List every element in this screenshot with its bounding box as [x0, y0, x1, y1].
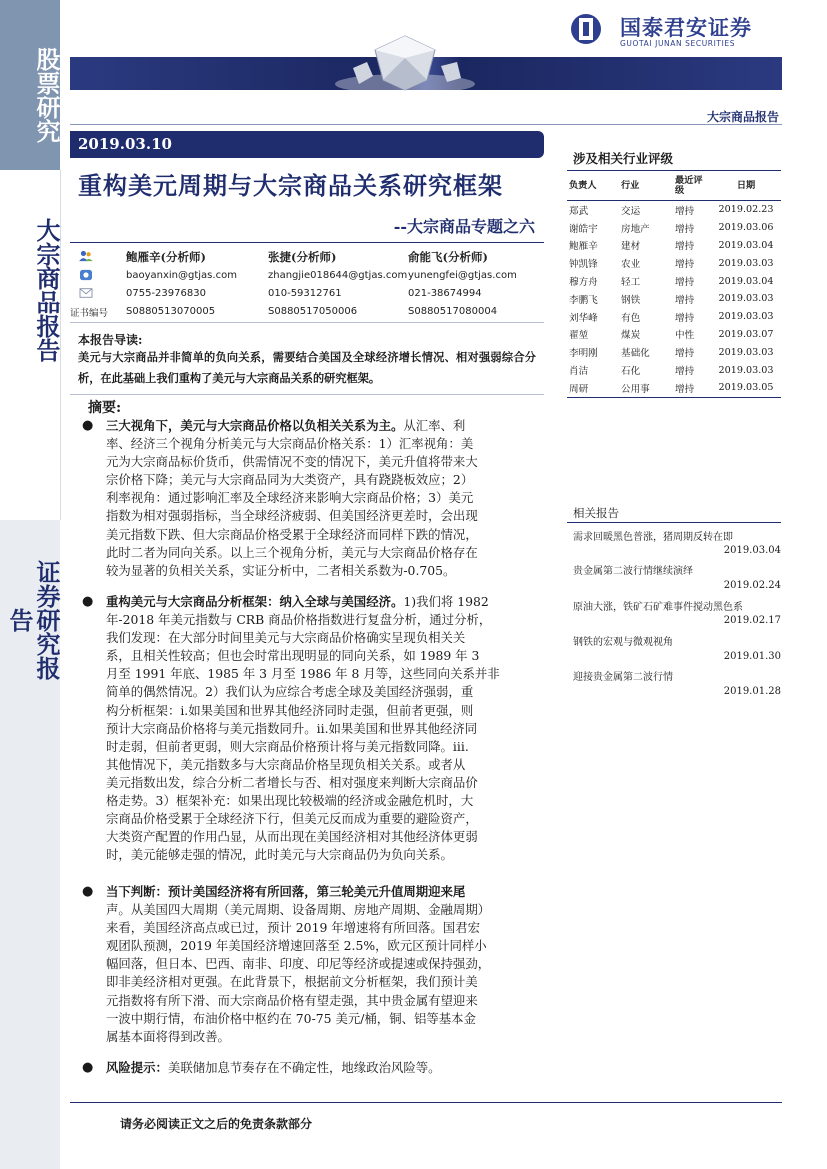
cell-rating: 增持	[675, 312, 695, 324]
guide-divider	[70, 394, 544, 395]
cell-industry: 房地产	[621, 223, 650, 235]
table-row	[567, 379, 781, 397]
guide-heading: 本报告导读:	[78, 333, 143, 347]
bullet-3-line: 声。从美国四大周期（美元周期、设备周期、房地产周期、金融周期）	[106, 902, 491, 918]
abstract-bullet-2	[106, 593, 538, 864]
analyst-1-name: 鲍雁辛(分析师)	[126, 250, 206, 264]
sidebar-bottom-label: 证券研究报告	[5, 560, 61, 680]
bullet-3-line: 观团队预测，2019 年美国经济增速回落至 2.5%，欧元区预计同样小	[106, 938, 487, 954]
cell-analyst: 鲍雁辛	[569, 241, 598, 253]
bullet-2-line: 系，且相关性较高；但也会时常出现明显的同向关系，如 1989 年 3	[106, 648, 480, 664]
cell-rating: 增持	[675, 223, 695, 235]
analyst-1-phone: 0755-23976830	[126, 288, 206, 299]
guide-text: 美元与大宗商品并非简单的负向关系，需要结合美国及全球经济增长情况、相对强弱综合分析，在此基础上我们重构了美元与大宗商品关系的研究框架。	[78, 350, 536, 385]
bullet-3-line: 属基本面将得到改善。	[106, 1028, 230, 1044]
industry-table-title: 涉及相关行业评级	[573, 151, 674, 166]
cell-analyst: 翟堃	[569, 330, 589, 342]
bullet-4-lead: 风险提示：	[106, 1060, 168, 1075]
bullet-3-line: 来看，美国经济高点或已过，预计 2019 年增速将有所回落。国君宏	[106, 920, 480, 936]
report-category: 大宗商品报告	[706, 110, 779, 124]
bullet-2-line: 其他情况下，美元指数多与大宗商品价格呈现负相关关系。或者从	[106, 756, 466, 772]
bullet-3-lead: 当下判断：预计美国经济将有所回落，第三轮美元升值周期迎来尾	[106, 884, 466, 899]
col-header-date: 日期	[711, 171, 781, 201]
cell-analyst: 钟凯锋	[569, 259, 598, 271]
table-row	[567, 308, 781, 326]
cell-analyst: 肖洁	[569, 366, 589, 378]
cell-industry: 煤炭	[621, 330, 641, 342]
analyst-3-name: 俞能飞(分析师)	[408, 250, 488, 264]
table-row	[567, 290, 781, 308]
related-divider	[567, 522, 781, 523]
cell-rating: 增持	[673, 379, 711, 397]
bullet-2-line: 时走弱，但前者更弱，则大宗商品价格预计将与美元指数同降。iii.	[106, 738, 469, 754]
cell-date: 2019.03.04	[718, 275, 774, 287]
related-report-title[interactable]: 原油大涨，铁矿石矿难事件搅动黑色系	[573, 602, 743, 613]
report-date: 2019.03.10	[78, 135, 172, 153]
cell-industry: 交运	[621, 205, 641, 217]
bullet-2-line: 宗商品价格受累于全球经济下行，但美元反而成为重要的避险资产，	[106, 811, 478, 827]
analyst-2-cert: S0880517050006	[268, 306, 358, 317]
cell-rating: 增持	[675, 277, 695, 289]
bullet-3-line: 即非美经济相对更强。在此背景下，根据前文分析框架，我们预计美	[106, 974, 478, 990]
bullet-1-line: 美元指数下跌、但大宗商品价格受累于全球经济而同样下跌的情况，	[106, 526, 478, 542]
bullet-1-lead: 三大视角下，美元与大宗商品价格以负相关关系为主。	[106, 418, 404, 433]
bullet-1-line: 宗价格下降；美元与大宗商品同为大类资产，具有跷跷板效应；2）	[106, 472, 474, 488]
col-header-analyst: 负责人	[567, 171, 619, 201]
related-reports-title: 相关报告	[573, 506, 619, 520]
bullet-1-line: 元为大宗商品标价货币，供需情况不变的情况下，美元升值将带来大	[106, 454, 478, 470]
company-logo-subtext: GUOTAI JUNAN SECURITIES	[620, 39, 736, 48]
cell-date: 2019.02.23	[718, 204, 774, 216]
abstract-bullet-4	[106, 1059, 538, 1077]
footer-disclaimer: 请务必阅读正文之后的免责条款部分	[120, 1117, 313, 1131]
bullet-marker: ●	[82, 884, 94, 899]
cell-analyst: 李鹏飞	[569, 294, 598, 306]
bullet-marker: ●	[82, 418, 94, 433]
analyst-divider	[70, 322, 544, 323]
analyst-3-cert: S0880517080004	[408, 306, 498, 317]
cell-industry: 农业	[621, 259, 641, 271]
company-logo-icon	[562, 12, 610, 46]
bullet-2-line: 格走势。3）框架补充：如果出现比较极端的经济或金融危机时，大	[106, 793, 474, 809]
table-row	[567, 201, 781, 219]
bullet-4-line: 美联储加息节奏存在不确定性，地缘政治风险等。	[167, 1060, 441, 1075]
bullet-2-line: 构分析框架：i.如果美国和世界其他经济同时走强，但前者更强，则	[106, 702, 474, 718]
related-report-date: 2019.01.30	[723, 651, 781, 662]
analyst-2-email[interactable]: zhangjie018644@gtjas.com	[268, 270, 408, 281]
cell-rating: 增持	[675, 205, 695, 217]
bullet-2-lead: 重构美元与大宗商品分析框架：纳入全球与美国经济。	[106, 594, 404, 609]
cell-rating: 增持	[675, 259, 695, 271]
bullet-2-line: 1)我们将 1982	[403, 594, 489, 609]
table-row	[567, 361, 781, 379]
table-row	[567, 272, 781, 290]
cell-industry: 基础化	[621, 348, 650, 360]
related-report-title[interactable]: 钢铁的宏观与微观视角	[573, 637, 673, 648]
sidebar-top-label: 股票研究	[32, 47, 61, 143]
abstract-bullet-1	[106, 417, 538, 580]
analyst-1-email[interactable]: baoyanxin@gtjas.com	[126, 270, 237, 281]
cell-industry: 钢铁	[621, 294, 641, 306]
analyst-2-phone: 010-59312761	[268, 288, 342, 299]
cell-industry: 公用事	[619, 379, 673, 397]
date-bar	[70, 131, 544, 158]
col-header-industry: 行业	[619, 171, 673, 201]
company-logo-text: 国泰君安证券	[620, 16, 752, 40]
phone-icon	[78, 269, 94, 281]
cell-rating: 增持	[675, 348, 695, 360]
col-header-rating: 最近评级	[673, 171, 711, 201]
industry-rating-table	[567, 170, 781, 398]
analyst-1-cert: S0880513070005	[126, 306, 216, 317]
related-report-date: 2019.01.28	[723, 686, 781, 697]
bullet-1-line: 较为显著的负相关关系，实证分析中，二者相关系数为-0.705。	[106, 562, 456, 578]
cell-date: 2019.03.03	[718, 346, 774, 358]
cell-rating: 增持	[675, 241, 695, 253]
cert-label: 证书编号	[70, 308, 109, 319]
report-subtitle: --大宗商品专题之六	[393, 217, 535, 236]
cell-date: 2019.03.06	[718, 222, 774, 234]
cell-industry: 石化	[621, 366, 641, 378]
bullet-2-line: 简单的偶然情况。2）我们认为应综合考虑全球及美国经济强弱，重	[106, 684, 474, 700]
cell-date: 2019.03.03	[718, 257, 774, 269]
table-row	[567, 326, 781, 344]
cell-rating: 增持	[675, 294, 695, 306]
cell-industry: 有色	[621, 312, 641, 324]
cell-date: 2019.03.03	[718, 293, 774, 305]
cell-analyst: 穆方舟	[569, 277, 598, 289]
related-report-title[interactable]: 迎接贵金属第二波行情	[573, 672, 673, 683]
cell-analyst: 李明刚	[569, 348, 598, 360]
person-icon	[78, 250, 94, 262]
report-title: 重构美元周期与大宗商品关系研究框架	[78, 171, 503, 200]
related-report-date: 2019.02.17	[723, 615, 781, 626]
abstract-bullet-3	[106, 883, 538, 1046]
bullet-3-line: 一波中期行情，布油价格中枢约在 70-75 美元/桶，铜、铝等基本金	[106, 1010, 476, 1026]
bullet-2-line: 时，美元能够走强的情况，此时美元与大宗商品仍为负向关系。	[106, 847, 453, 863]
bullet-1-line: 指数为相对强弱指标，当全球经济疲弱、但美国经济更差时，会出现	[106, 508, 478, 524]
footer-divider	[70, 1102, 782, 1103]
analyst-3-phone: 021-38674994	[408, 288, 482, 299]
bullet-3-line: 幅回落，但日本、巴西、南非、印度、印尼等经济或提速或保持强劲，	[106, 956, 491, 972]
related-report-date: 2019.03.04	[723, 545, 781, 556]
cell-analyst: 谢皓宇	[569, 223, 598, 235]
cell-rating: 中性	[675, 330, 695, 342]
abstract-heading: 摘要:	[88, 400, 122, 416]
sidebar-middle-label: 大宗商品报告	[32, 218, 61, 362]
cell-analyst: 周研	[567, 379, 619, 397]
cell-rating: 增持	[675, 366, 695, 378]
category-divider	[70, 124, 782, 125]
bullet-2-line: 美元指数出发，综合分析二者增长与否、相对强度来判断大宗商品价	[106, 774, 478, 790]
cell-analyst: 刘华峰	[569, 312, 598, 324]
bullet-1-line: 利率视角：通过影响汇率及全球经济来影响大宗商品价格；3）美元	[106, 490, 474, 506]
analyst-3-email[interactable]: yunengfei@gtjas.com	[408, 270, 517, 281]
cell-date: 2019.03.03	[718, 311, 774, 323]
related-report-title[interactable]: 贵金属第二波行情继续演绎	[573, 566, 693, 577]
cell-date: 2019.03.07	[718, 328, 774, 340]
bullet-2-line: 大类资产配置的作用凸显，从而出现在美国经济相对其他经济体更弱	[106, 829, 478, 845]
bullet-2-line: 年-2018 年美元指数与 CRB 商品价格指数进行复盘分析，通过分析，	[106, 612, 492, 628]
diamond-icon	[335, 28, 475, 98]
title-divider	[70, 242, 544, 243]
bullet-marker: ●	[82, 1060, 94, 1075]
cell-industry: 建材	[621, 241, 641, 253]
bullet-2-line: 预计大宗商品价格将与美元指数同升。ii.如果美国和世界其他经济同	[106, 720, 478, 736]
cell-date: 2019.03.04	[718, 239, 774, 251]
cell-date: 2019.03.03	[718, 364, 774, 376]
related-report-date: 2019.02.24	[723, 580, 781, 591]
table-row	[567, 343, 781, 361]
bullet-2-line: 月至 1991 年底、1985 年 3 月至 1986 年 8 月等，这些同向关系并非	[106, 666, 500, 682]
mail-icon	[78, 287, 94, 299]
table-row	[567, 254, 781, 272]
analyst-2-name: 张捷(分析师)	[268, 250, 337, 264]
cell-analyst: 郑武	[569, 205, 589, 217]
related-report-title[interactable]: 需求回暖黑色普涨，猪周期反转在即	[573, 532, 733, 543]
bullet-1-line: 率、经济三个视角分析美元与大宗商品价格关系：1）汇率视角：美	[106, 436, 474, 452]
cell-industry: 轻工	[621, 277, 641, 289]
table-row	[567, 219, 781, 237]
table-row	[567, 237, 781, 255]
bullet-1-line: 从汇率、利	[403, 418, 466, 433]
bullet-1-line: 此时二者为同向关系。以上三个视角分析，美元与大宗商品价格存在	[106, 544, 478, 560]
cell-date: 2019.03.05	[711, 379, 781, 397]
bullet-marker: ●	[82, 594, 94, 609]
bullet-2-line: 我们发现：在大部分时间里美元与大宗商品价格确实呈现负相关关	[106, 630, 466, 646]
bullet-3-line: 元指数将有所下滑、而大宗商品价格有望走强，其中贵金属有望迎来	[106, 992, 478, 1008]
